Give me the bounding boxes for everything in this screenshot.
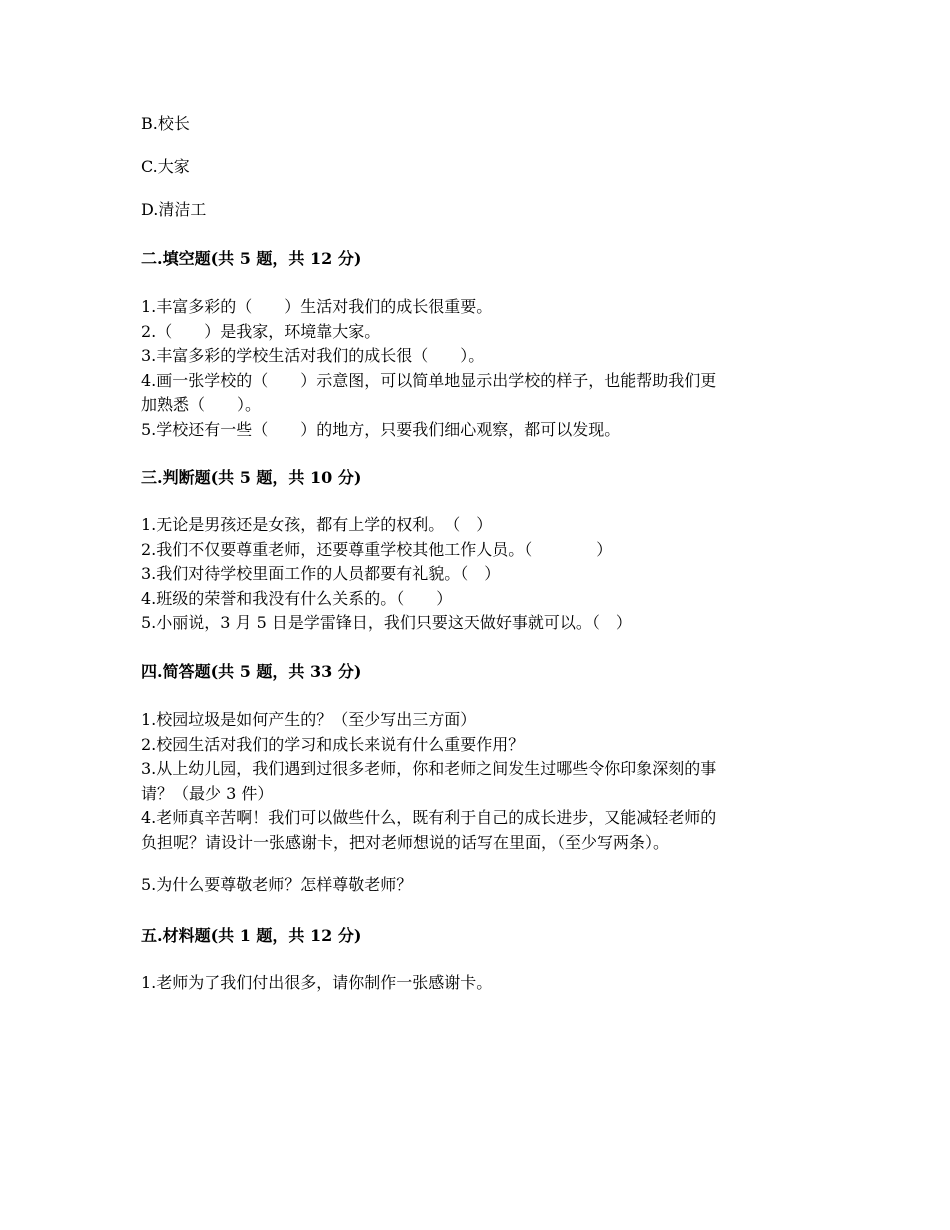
question-item: 2.（ ）是我家，环境靠大家。 [141,321,381,341]
option-d: D.清洁工 [141,200,207,219]
short-answer-questions [141,708,811,855]
section-heading-material: 五.材料题(共 1 题，共 12 分) [141,926,362,945]
question-item: 4.老师真辛苦啊！我们可以做些什么，既有利于自己的成长进步，又能减轻老师的 [141,808,717,827]
section-heading-true-false: 三.判断题(共 5 题，共 10 分) [141,468,362,487]
section-heading-short-answer: 四.简答题(共 5 题，共 33 分) [141,662,362,681]
question-item: 5.学校还有一些（ ）的地方，只要我们细心观察，都可以发现。 [141,419,621,439]
true-false-questions [141,513,811,636]
material-questions [141,971,811,996]
short-answer-question-5 [141,873,811,898]
question-item: 1.校园垃圾是如何产生的？（至少写出三方面） [141,710,477,729]
question-item-continued: 请？（最少 3 件） [141,783,274,803]
question-item: 2.校园生活对我们的学习和成长来说有什么重要作用？ [141,734,525,754]
question-item-continued: 加熟悉（ ）。 [141,395,262,414]
question-item: 5.小丽说，3 月 5 日是学雷锋日，我们只要这天做好事就可以。（ ） [141,613,632,632]
option-b: B.校长 [141,114,190,133]
question-item: 1.丰富多彩的（ ）生活对我们的成长很重要。 [141,297,493,316]
question-item: 3.丰富多彩的学校生活对我们的成长很（ ）。 [141,346,485,365]
question-item: 4.班级的荣誉和我没有什么关系的。（ ） [141,588,453,608]
question-item: 2.我们不仅要尊重老师，还要尊重学校其他工作人员。（ ） [141,539,613,559]
question-item-continued: 负担呢？请设计一张感谢卡，把对老师想说的话写在里面，（至少写两条）。 [141,832,670,852]
option-c: C.大家 [141,157,190,176]
question-item: 4.画一张学校的（ ）示意图，可以简单地显示出学校的样子，也能帮助我们更 [141,370,717,390]
question-item: 1.无论是男孩还是女孩，都有上学的权利。 （ ） [141,515,493,534]
question-item: 5.为什么要尊敬老师？怎样尊敬老师？ [141,875,413,894]
question-item: 1.老师为了我们付出很多，请你制作一张感谢卡。 [141,973,493,992]
fill-blank-questions [141,295,811,442]
question-item: 3.我们对待学校里面工作的人员都要有礼貌。（ ） [141,564,501,583]
section-heading-fill-blank: 二.填空题(共 5 题，共 12 分) [141,249,362,268]
question-item: 3.从上幼儿园，我们遇到过很多老师，你和老师之间发生过哪些令你印象深刻的事 [141,759,717,778]
